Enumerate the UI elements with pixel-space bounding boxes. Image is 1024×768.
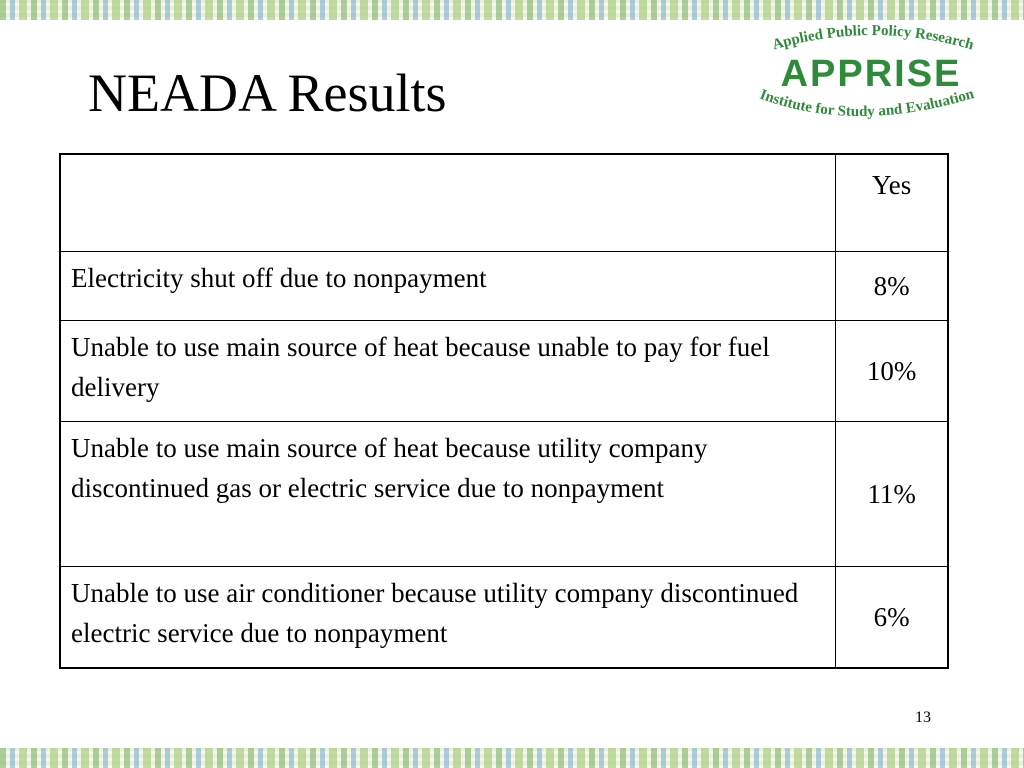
row-label: Unable to use air conditioner because utility company discontinued electric service due to nonpayment xyxy=(60,567,836,669)
page-number: 13 xyxy=(915,709,931,726)
row-value: 8% xyxy=(836,252,948,321)
results-table xyxy=(59,153,949,669)
table-row xyxy=(60,321,948,422)
logo-bottom-line: Institute for Study and Evaluation xyxy=(757,86,976,121)
decorative-top-border xyxy=(0,0,1024,20)
row-label: Electricity shut off due to nonpayment xyxy=(60,252,836,321)
header-label-cell xyxy=(60,154,836,252)
row-label: Unable to use main source of heat because unable to pay for fuel delivery xyxy=(60,321,836,422)
table-row xyxy=(60,567,948,669)
logo-top-line: Applied Public Policy Research xyxy=(770,22,976,54)
row-value: 6% xyxy=(836,567,948,669)
apprise-logo xyxy=(728,18,1018,136)
row-value: 11% xyxy=(836,422,948,567)
table-row xyxy=(60,422,948,567)
logo-name: APPRISE xyxy=(780,53,962,95)
table-row xyxy=(60,252,948,321)
header-value-cell: Yes xyxy=(836,154,948,252)
slide-title: NEADA Results xyxy=(88,63,447,123)
row-label: Unable to use main source of heat because utility company discontinued gas or electric service due to nonpayment xyxy=(60,422,836,567)
row-value: 10% xyxy=(836,321,948,422)
decorative-bottom-border xyxy=(0,748,1024,768)
table-header-row xyxy=(60,154,948,252)
